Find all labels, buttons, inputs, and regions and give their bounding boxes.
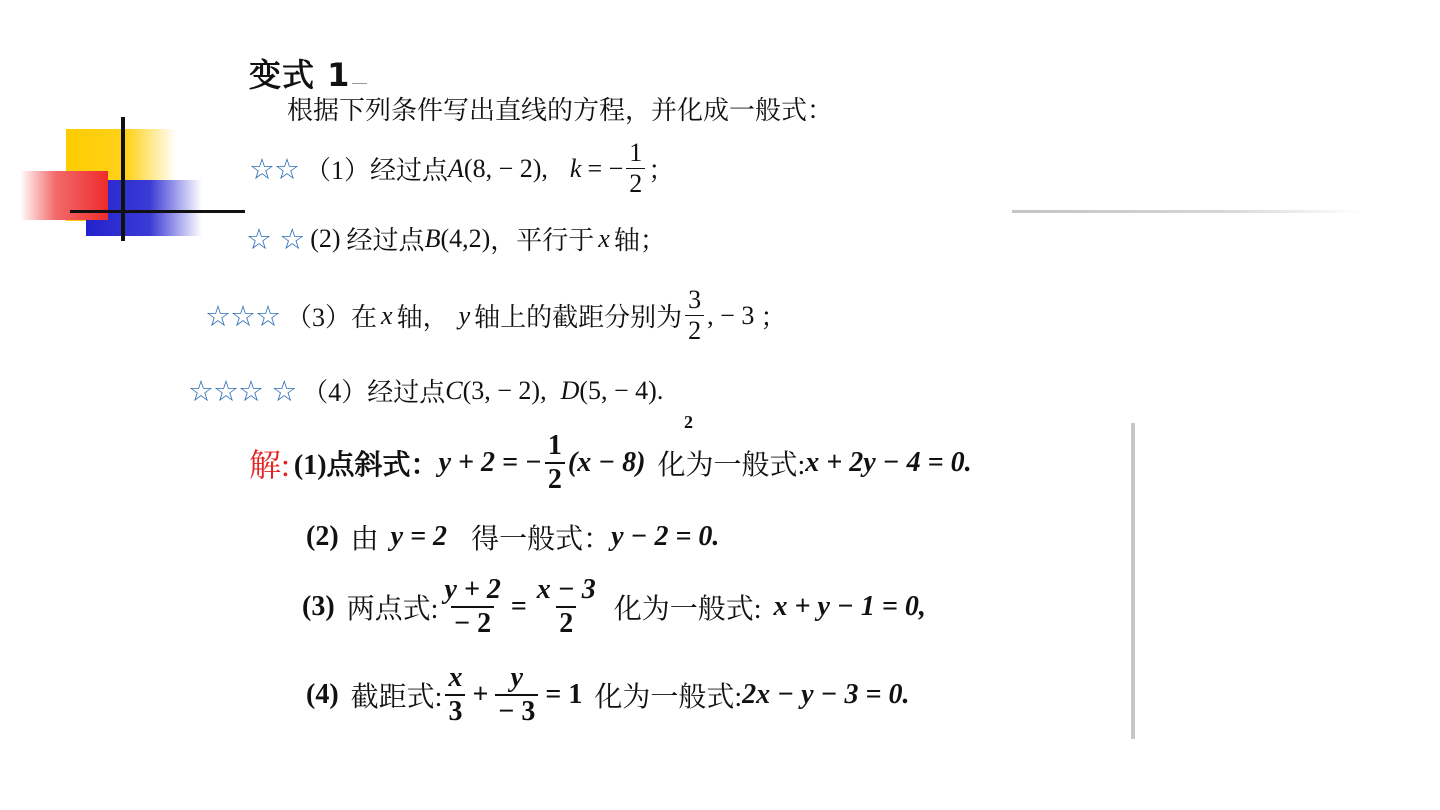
solution-fraction-left <box>445 664 465 726</box>
solution-label: 解: <box>249 447 290 483</box>
solution-convert: 化为一般式: <box>657 450 806 481</box>
fraction-denominator: 2 <box>626 168 645 197</box>
difficulty-stars-icon: ☆☆ <box>249 151 299 186</box>
solution-prefix: (2) <box>306 521 339 552</box>
solution-text: 截距式: <box>350 682 443 713</box>
solution-fraction-right <box>495 664 538 726</box>
problem-text: 在 <box>351 303 378 332</box>
problem-rest: ，平行于 <box>490 226 595 255</box>
problem-text: 经过点 <box>370 156 449 185</box>
point-d-coords: (5, − 4) <box>579 375 657 405</box>
solution-result: y − 2 = 0. <box>611 521 720 552</box>
solution-text: 由 <box>350 524 379 555</box>
problem-text: 经过点 <box>367 378 446 407</box>
difficulty-stars-icon: ☆☆☆ <box>205 298 280 333</box>
point-coords: (4,2) <box>440 223 491 253</box>
problem-3 <box>205 287 786 344</box>
fraction-numerator: y + 2 <box>444 574 501 605</box>
point-coords: (8, − 2), <box>463 153 548 183</box>
solution-2 <box>306 517 719 557</box>
solution-prefix: (3) <box>302 591 335 622</box>
instruction-text: 根据下列条件写出直线的方程，并化成一般式： <box>287 96 834 125</box>
solution-fraction <box>545 432 565 494</box>
point-d-name: D <box>560 375 580 405</box>
solution-equals: = 1 <box>545 679 583 710</box>
difficulty-stars-icon: ☆☆☆ ☆ <box>188 373 297 408</box>
fraction-denominator: 2 <box>545 462 565 494</box>
solution-fraction-right <box>534 576 599 638</box>
fraction-numerator: 1 <box>547 430 562 461</box>
problem-label: （3） <box>286 303 352 332</box>
solution-result: x + 2y − 4 = 0. <box>805 447 972 478</box>
problem-1 <box>249 140 674 197</box>
solution-plus: + <box>472 679 489 710</box>
axis-name: x <box>598 223 610 253</box>
point-c-coords: (3, − 2), <box>462 375 547 405</box>
fraction-numerator: 3 <box>688 285 702 314</box>
problem-mid: 轴， <box>396 303 449 332</box>
problem-mid: 轴上的截距分别为 <box>474 303 683 332</box>
fraction-numerator: y <box>510 662 524 693</box>
solution-prefix: (1)点斜式： <box>293 450 439 481</box>
fraction-numerator: x − 3 <box>536 574 596 605</box>
decor-solution-rule <box>1131 423 1135 739</box>
solution-result: 2x − y − 3 = 0. <box>742 679 910 710</box>
fraction-denominator: 2 <box>685 315 704 344</box>
fraction-denominator: 2 <box>556 606 576 638</box>
solution-convert: 化为一般式: <box>594 682 743 713</box>
problem-end: ； <box>648 156 675 185</box>
solution-expression: (x − 8) <box>567 447 646 478</box>
problem-end: 轴； <box>613 226 666 255</box>
solution-1 <box>249 432 972 494</box>
decor-vertical-line <box>121 117 125 241</box>
intercept-tail: , − 3 <box>707 300 755 330</box>
problem-label: （1） <box>305 156 371 185</box>
slope-fraction <box>626 140 645 197</box>
solution-convert: 得一般式： <box>471 524 612 555</box>
fraction-numerator: 1 <box>629 138 643 167</box>
point-c-name: C <box>445 375 463 405</box>
slope-eq: = − <box>587 153 624 183</box>
fraction-denominator: 3 <box>445 694 465 726</box>
axis-x: x <box>381 300 393 330</box>
difficulty-stars-icon: ☆ ☆ <box>246 221 305 256</box>
solution-convert: 化为一般式: <box>613 594 762 625</box>
solution-lhs: y + 2 = − <box>438 447 542 478</box>
fraction-numerator: x <box>448 662 463 693</box>
title-underline <box>352 83 367 84</box>
problem-2 <box>246 220 666 257</box>
solution-equals: = <box>510 591 527 622</box>
problem-text: 经过点 <box>346 226 425 255</box>
axis-y: y <box>458 300 471 330</box>
decor-title-rule <box>1012 210 1362 213</box>
solution-prefix: (4) <box>306 679 339 710</box>
solution-4 <box>306 664 909 726</box>
solution-fraction-left <box>441 576 503 638</box>
problem-label: (2) <box>310 223 341 253</box>
problem-end: ； <box>760 303 787 332</box>
fraction-denominator: − 3 <box>495 694 538 726</box>
solution-text: 两点式: <box>346 594 439 625</box>
point-name: B <box>424 223 441 253</box>
decor-horizontal-line <box>70 210 245 213</box>
solution-result: x + y − 1 = 0, <box>773 591 926 622</box>
slide-title: 变式 1 <box>249 56 351 94</box>
solution-3 <box>302 576 926 638</box>
stray-mark: 2 <box>684 412 693 432</box>
point-name: A <box>448 153 464 183</box>
solution-equation: y = 2 <box>390 521 448 552</box>
problem-end: . <box>656 375 664 405</box>
intercept-fraction <box>685 287 704 344</box>
problem-4 <box>188 372 663 409</box>
fraction-denominator: − 2 <box>451 606 494 638</box>
problem-label: （4） <box>302 378 368 407</box>
slope-var: k <box>569 153 582 183</box>
